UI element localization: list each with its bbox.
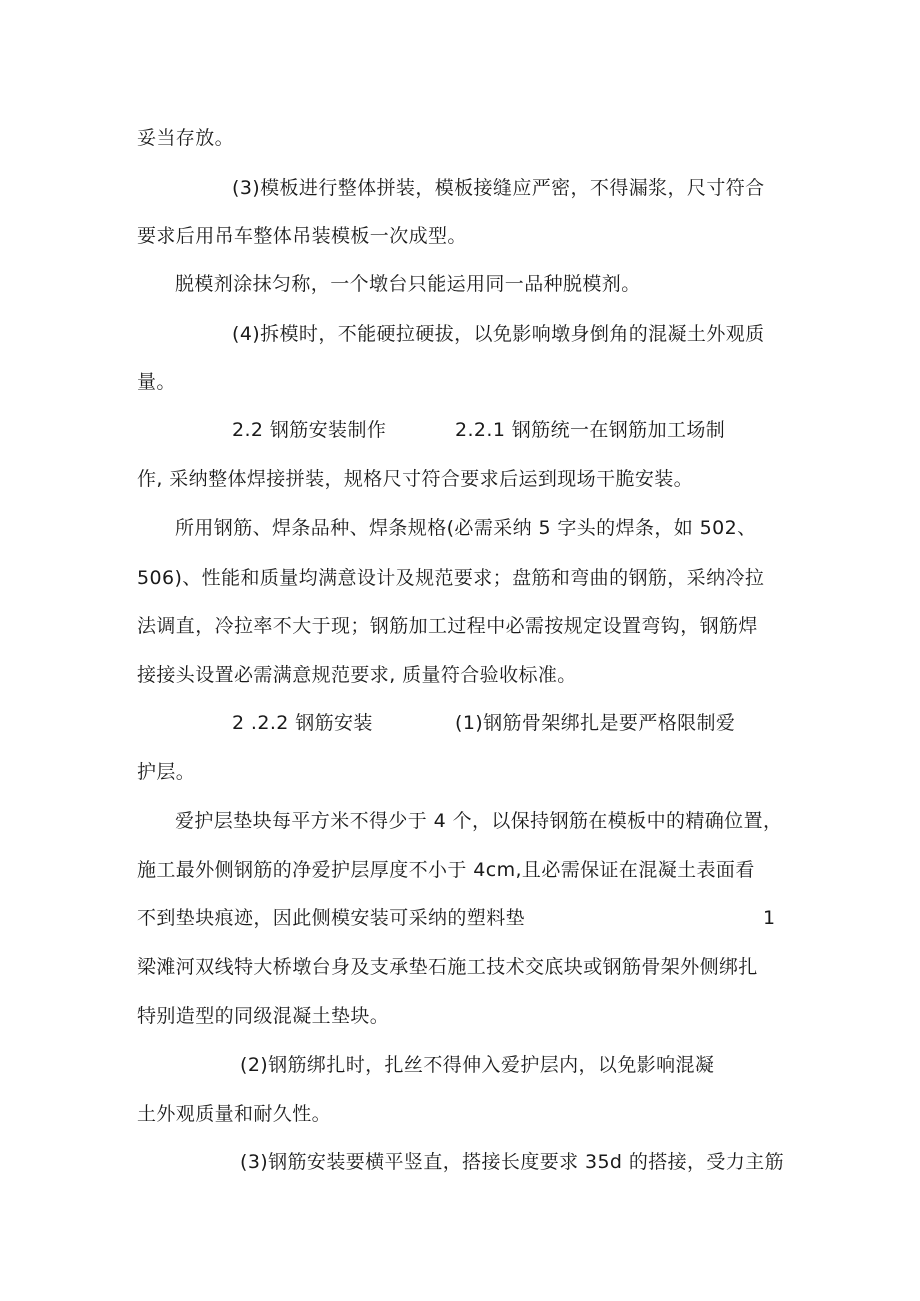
text-line: 接接头设置必需满意规范要求, 质量符合验收标准。 [137, 664, 577, 686]
text-line: 作, 采纳整体焊接拼装，规格尺寸符合要求后运到现场干脆安装。 [137, 468, 694, 490]
text-line: (4)拆模时，不能硬拉硬拔，以免影响墩身倒角的混凝土外观质 [232, 323, 765, 345]
text-line: 施工最外侧钢筋的净爱护层厚度不小于 4cm,且必需保证在混凝土表面看 [137, 859, 755, 881]
page-number: 1 [763, 907, 776, 929]
text-line: 爱护层垫块每平方米不得少于 4 个，以保持钢筋在模板中的精确位置， [175, 810, 783, 832]
subsection-heading: 2.2.1 钢筋统一在钢筋加工场制 [455, 419, 726, 441]
text-line: 506)、性能和质量均满意设计及规范要求；盘筋和弯曲的钢筋，采纳冷拉 [137, 567, 765, 589]
text-line: 特别造型的同级混凝土垫块。 [137, 1005, 390, 1027]
text-line: 妥当存放。 [137, 127, 235, 149]
text-line: (1)钢筋骨架绑扎是要严格限制爱 [455, 712, 736, 734]
text-line: 护层。 [137, 761, 196, 783]
text-line: 法调直，冷拉率不大于现；钢筋加工过程中必需按规定设置弯钩，钢筋焊 [137, 615, 758, 637]
section-heading: 2.2 钢筋安装制作 [232, 419, 387, 441]
text-line: 量。 [137, 371, 176, 393]
text-line: 脱模剂涂抹匀称，一个墩台只能运用同一品种脱模剂。 [175, 273, 641, 295]
text-line: (3)钢筋安装要横平竖直，搭接长度要求 35d 的搭接，受力主筋 [240, 1151, 785, 1173]
text-line: 不到垫块痕迹，因此侧模安装可采纳的塑料垫 [137, 907, 526, 929]
text-line: 要求后用吊车整体吊装模板一次成型。 [137, 225, 467, 247]
text-line: 所用钢筋、焊条品种、焊条规格(必需采纳 5 字头的焊条，如 502、 [175, 517, 757, 539]
running-header-text: 梁滩河双线特大桥墩台身及支承垫石施工技术交底块或钢筋骨架外侧绑扎 [137, 956, 758, 978]
text-line: (3)模板进行整体拼装，模板接缝应严密，不得漏浆，尺寸符合 [232, 177, 765, 199]
text-line: 土外观质量和耐久性。 [137, 1103, 332, 1125]
text-line: (2)钢筋绑扎时，扎丝不得伸入爱护层内，以免影响混凝 [240, 1054, 715, 1076]
subsection-heading: 2 .2.2 钢筋安装 [232, 712, 373, 734]
